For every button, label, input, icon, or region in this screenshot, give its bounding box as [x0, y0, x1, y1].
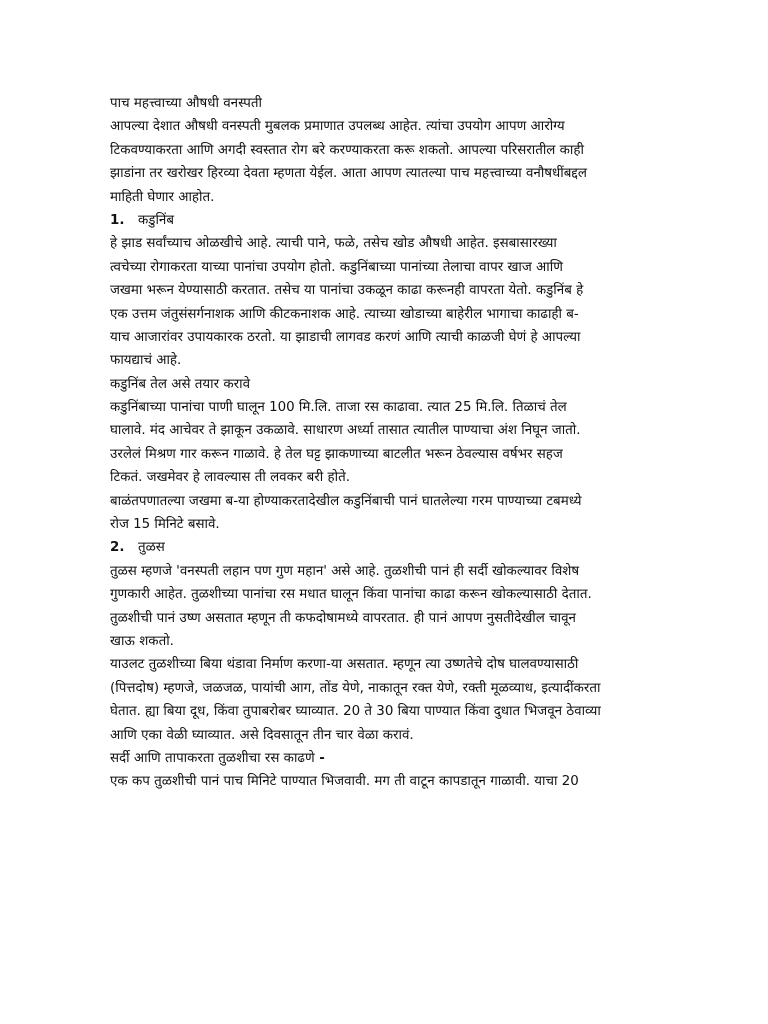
- paragraph-line: एक उत्तम जंतुसंसर्गनाशक आणि कीटकनाशक आहे. त्याच्या खोडाच्या बाहेरील भागाचा काढाही ब-: [110, 306, 579, 322]
- paragraph-line: याच आजारांवर उपायकारक ठरतो. या झाडाची लागवड करणं आणि त्याची काळजी घेणं हे आपल्या: [110, 329, 581, 345]
- neem-oil-subheading: कडुनिंब तेल असे तयार करावे: [110, 376, 251, 392]
- paragraph-line: झाडांना तर खरोखर हिरव्या देवता म्हणता येईल. आता आपण त्यातल्या पाच महत्त्वाच्या वनौषधींबद्दल: [110, 166, 587, 182]
- paragraph-line: आपल्या देशात औषधी वनस्पती मुबलक प्रमाणात उपलब्ध आहेत. त्यांचा उपयोग आपण आरोग्य: [110, 119, 565, 135]
- tulsi-paragraph-2: [110, 653, 630, 747]
- paragraph-line: फायद्याचं आहे.: [110, 353, 182, 369]
- paragraph-line: बाळंतपणातल्या जखमा ब-या होण्याकरतादेखील कडुनिंबाची पानं घातलेल्या गरम पाण्याच्या टबमध्ये: [110, 493, 582, 509]
- paragraph-line: घेतात. ह्या बिया दूध, किंवा तुपाबरोबर घ्याव्यात. 20 ते 30 बिया पाण्यात किंवा दुधात भिजवून ठेवाव्या: [110, 704, 601, 720]
- neem-paragraph-1: [110, 232, 630, 372]
- document-page: [110, 92, 630, 794]
- neem-paragraph-2: [110, 396, 630, 490]
- paragraph-line: (पित्तदोष) म्हणजे, जळजळ, पायांची आग, तोंड येणे, नाकातून रक्त येणे, रक्ती मूळव्याध, इत्यादींकरता: [110, 680, 601, 696]
- subheading-dash: -: [314, 750, 325, 766]
- neem-paragraph-3: [110, 490, 630, 537]
- paragraph-line: घालावे. मंद आचेवर ते झाकून उकळावे. साधारण अर्ध्या तासात त्यातील पाण्याचा अंश निघून जातो.: [110, 423, 581, 439]
- intro-paragraph: [110, 115, 630, 209]
- tulsi-juice-subheading: [110, 747, 630, 770]
- section-heading-neem: [110, 209, 630, 232]
- paragraph-line: गुणकारी आहेत. तुळशीच्या पानांचा रस मधात घालून किंवा पानांचा काढा करून खोकल्यासाठी देतात.: [110, 587, 592, 603]
- paragraph-line: तुळशीची पानं उष्ण असतात म्हणून ती कफदोषामध्ये वापरतात. ही पानं आपण नुसतीदेखील चावून: [110, 610, 576, 626]
- paragraph-line: तुळस म्हणजे 'वनस्पती लहान पण गुण महान' असे आहे. तुळशीची पानं ही सर्दी खोकल्यावर विशेष: [110, 563, 580, 579]
- section-number: 2.: [110, 540, 125, 556]
- subheading-text: सर्दी आणि तापाकरता तुळशीचा रस काढणे: [110, 750, 315, 766]
- paragraph-line: माहिती घेणार आहोत.: [110, 189, 215, 205]
- paragraph-line: एक कप तुळशीची पानं पाच मिनिटे पाण्यात भिजवावी. मग ती वाटून कापडातून गाळावी. याचा 20: [110, 774, 579, 790]
- paragraph-line: आणि एका वेळी घ्याव्यात. असे दिवसातून तीन चार वेळा करावं.: [110, 727, 414, 743]
- section-heading-tulsi: [110, 536, 630, 559]
- paragraph-line: टिकतं. जखमेवर हे लावल्यास ती लवकर बरी होते.: [110, 470, 350, 486]
- document-title: पाच महत्त्वाच्या औषधी वनस्पती: [110, 96, 263, 111]
- tulsi-paragraph-3: [110, 770, 630, 793]
- paragraph-line: याउलट तुळशीच्या बिया थंडावा निर्माण करणा-या असतात. म्हणून त्या उष्णतेचे दोष घालवण्यासाठी: [110, 657, 579, 673]
- paragraph-line: हे झाड सर्वांच्याच ओळखीचे आहे. त्याची पाने, फळे, तसेच खोड औषधी आहेत. इसबासारख्या: [110, 236, 557, 252]
- paragraph-line: कडुनिंबाच्या पानांचा पाणी घालून 100 मि.लि. ताजा रस काढावा. त्यात 25 मि.लि. तिळाचं तेल: [110, 400, 567, 416]
- paragraph-line: टिकवण्याकरता आणि अगदी स्वस्तात रोग बरे करण्याकरता करू शकतो. आपल्या परिसरातील काही: [110, 142, 584, 158]
- section-name: कडुनिंब: [138, 212, 174, 228]
- paragraph-line: उरलेलं मिश्रण गार करून गाळावे. हे तेल घट्ट झाकणाच्या बाटलीत भरून ठेवल्यास वर्षभर सहज: [110, 446, 563, 462]
- tulsi-paragraph-1: [110, 560, 630, 654]
- paragraph-line: रोज 15 मिनिटे बसावे.: [110, 517, 220, 533]
- section-name: तुळस: [138, 540, 165, 556]
- section-number: 1.: [110, 212, 125, 228]
- paragraph-line: जखमा भरून येण्यासाठी करतात. तसेच या पानांचा उकळून काढा करूनही वापरता येतो. कडुनिंब हे: [110, 283, 584, 299]
- paragraph-line: खाऊ शकतो.: [110, 633, 174, 649]
- paragraph-line: त्वचेच्या रोगाकरता याच्या पानांचा उपयोग होतो. कडुनिंबाच्या पानांच्या तेलाचा वापर खाज आणि: [110, 259, 563, 275]
